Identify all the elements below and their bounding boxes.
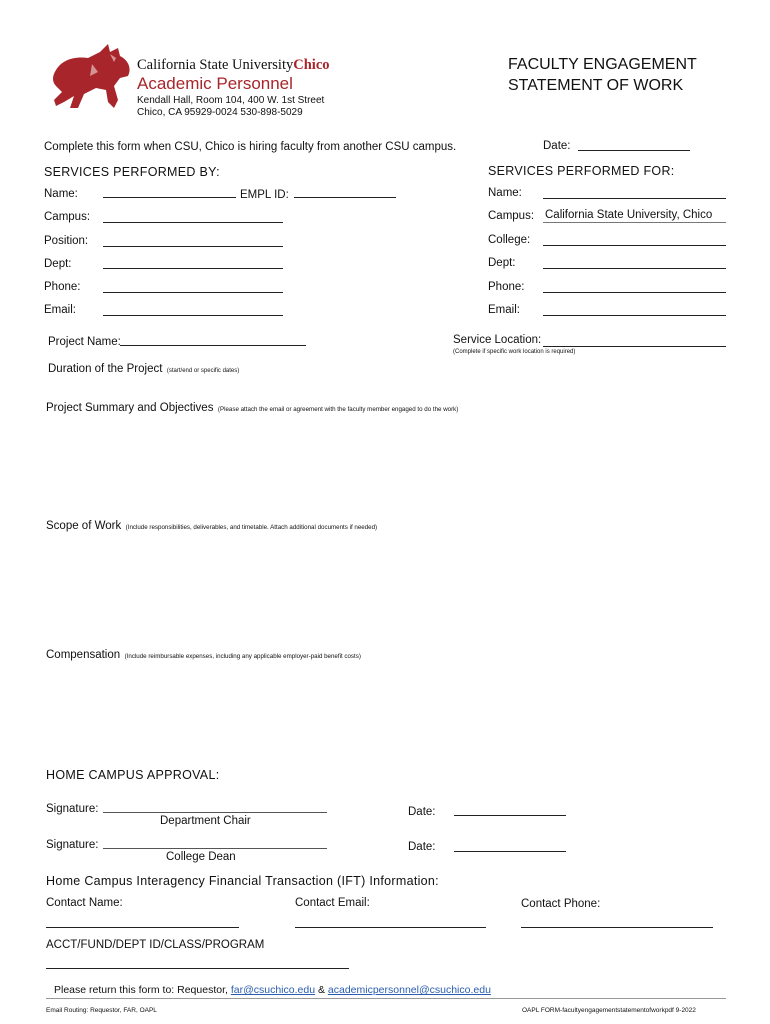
- by-position-label: Position:: [44, 235, 89, 247]
- for-college-field[interactable]: [543, 245, 726, 246]
- for-campus-label: Campus:: [488, 210, 535, 222]
- compensation-area[interactable]: [46, 661, 726, 761]
- for-dept-label: Dept:: [488, 257, 516, 269]
- contact-phone-label: Contact Phone:: [521, 898, 601, 910]
- scope-area[interactable]: [46, 532, 726, 638]
- empl-id-label: EMPL ID:: [240, 189, 289, 201]
- university-name: California State UniversityChico: [137, 57, 330, 73]
- by-phone-field[interactable]: [103, 292, 283, 293]
- chair-date-field[interactable]: [454, 815, 566, 816]
- department-name: Academic Personnel: [137, 74, 293, 93]
- approval-heading: HOME CAMPUS APPROVAL:: [46, 768, 220, 782]
- dean-title: College Dean: [166, 851, 236, 863]
- contact-email-label: Contact Email:: [295, 897, 370, 909]
- performed-by-heading: SERVICES PERFORMED BY:: [44, 165, 220, 179]
- compensation-note: (Include reimbursable expenses, including any applicable employer-paid benefit costs): [124, 653, 361, 660]
- for-phone-label: Phone:: [488, 281, 525, 293]
- dean-signature-label: Signature:: [46, 839, 99, 851]
- contact-name-label: Contact Name:: [46, 897, 123, 909]
- empl-id-field[interactable]: [294, 197, 396, 198]
- dean-date-field[interactable]: [454, 851, 566, 852]
- for-campus-field[interactable]: [543, 222, 726, 223]
- service-location-label: Service Location:: [453, 334, 542, 346]
- by-phone-label: Phone:: [44, 281, 81, 293]
- intro-text: Complete this form when CSU, Chico is hiring faculty from another CSU campus.: [44, 141, 457, 153]
- form-title: [508, 54, 697, 96]
- duration-note: (start/end or specific dates): [166, 368, 240, 374]
- performed-for-heading: SERVICES PERFORMED FOR:: [488, 164, 675, 178]
- far-email-link[interactable]: far@csuchico.edu: [230, 984, 316, 996]
- ift-heading: Home Campus Interagency Financial Transaction (IFT) Information:: [46, 874, 439, 888]
- form-title-line1: FACULTY ENGAGEMENT: [508, 56, 697, 73]
- dean-signature-field[interactable]: [103, 848, 327, 849]
- for-dept-field[interactable]: [543, 268, 726, 269]
- contact-email-field[interactable]: [295, 927, 486, 928]
- by-email-field[interactable]: [103, 315, 283, 316]
- service-location-field[interactable]: [543, 346, 726, 347]
- form-title-line2: STATEMENT OF WORK: [508, 77, 684, 94]
- date-label: Date:: [543, 140, 571, 152]
- for-college-label: College:: [488, 234, 531, 246]
- by-campus-field[interactable]: [103, 222, 283, 223]
- summary-label: Project Summary and Objectives: [46, 402, 214, 414]
- email-routing: Email Routing: Requestor, FAR, OAPL: [46, 1007, 157, 1014]
- wildcat-logo: [48, 42, 138, 112]
- duration-label: Duration of the Project: [48, 363, 163, 375]
- amp-text: &: [317, 984, 325, 996]
- for-campus-value[interactable]: California State University, Chico: [545, 209, 713, 221]
- duration-label-group: [48, 359, 239, 377]
- by-dept-label: Dept:: [44, 258, 72, 270]
- acct-label: ACCT/FUND/DEPT ID/CLASS/PROGRAM: [46, 939, 265, 951]
- dean-date-label: Date:: [408, 841, 436, 853]
- chair-signature-field[interactable]: [103, 812, 327, 813]
- contact-name-field[interactable]: [46, 927, 239, 928]
- by-name-label: Name:: [44, 188, 78, 200]
- ap-email-link[interactable]: academicpersonnel@csuchico.edu: [327, 984, 491, 996]
- summary-area[interactable]: [46, 414, 726, 510]
- by-dept-field[interactable]: [103, 268, 283, 269]
- chair-date-label: Date:: [408, 806, 436, 818]
- project-name-field[interactable]: [120, 345, 306, 346]
- chair-title: Department Chair: [160, 815, 251, 827]
- for-phone-field[interactable]: [543, 292, 726, 293]
- compensation-label: Compensation: [46, 649, 121, 661]
- return-instructions: [54, 984, 491, 996]
- by-position-field[interactable]: [103, 246, 283, 247]
- contact-phone-field[interactable]: [521, 927, 713, 928]
- by-email-label: Email:: [44, 304, 76, 316]
- by-campus-label: Campus:: [44, 211, 91, 223]
- summary-note: (Please attach the email or agreement with the faculty member engaged to do the work): [217, 406, 459, 413]
- acct-field[interactable]: [46, 968, 349, 969]
- scope-note: (Include responsibilities, deliverables, and timetable. Attach additional documents if needed): [125, 524, 378, 531]
- address-line1: Kendall Hall, Room 104, 400 W. 1st Street: [137, 95, 325, 106]
- return-text: Please return this form to: Requestor,: [54, 984, 228, 996]
- project-name-label: Project Name:: [48, 336, 121, 348]
- address-line2: Chico, CA 95929-0024 530-898-5029: [137, 107, 303, 118]
- chair-signature-label: Signature:: [46, 803, 99, 815]
- by-name-field[interactable]: [103, 197, 236, 198]
- date-field[interactable]: [578, 150, 690, 151]
- scope-label: Scope of Work: [46, 520, 122, 532]
- for-email-field[interactable]: [543, 315, 726, 316]
- for-name-field[interactable]: [543, 198, 726, 199]
- form-id: OAPL FORM-facultyengagementstatementofworkpdf 9-2022: [522, 1007, 696, 1014]
- for-email-label: Email:: [488, 304, 520, 316]
- footer-divider: [46, 998, 726, 999]
- for-name-label: Name:: [488, 187, 522, 199]
- service-location-note: (Complete if specific work location is required): [453, 349, 576, 355]
